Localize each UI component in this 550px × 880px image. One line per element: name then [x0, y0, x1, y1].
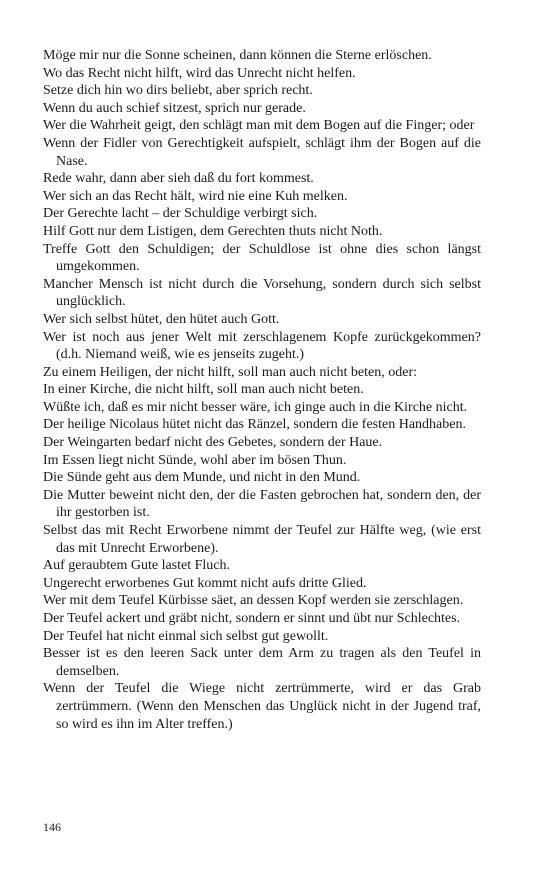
- proverb-line: Wer ist noch aus jener Welt mit zerschlagenem Kopfe zurückgekommen? (d.h. Niemand weiß, wie es jenseits zugeht.): [43, 329, 481, 363]
- proverb-line: Der Gerechte lacht – der Schuldige verbirgt sich.: [43, 206, 318, 222]
- proverb-line: In einer Kirche, die nicht hilft, soll man auch nicht beten.: [43, 382, 364, 398]
- proverb-line: Wer sich selbst hütet, den hütet auch Gott.: [43, 311, 280, 327]
- page-number: 146: [43, 820, 61, 834]
- proverb-line: Auf geraubtem Gute lastet Fluch.: [43, 558, 231, 574]
- proverb-line: Der heilige Nicolaus hütet nicht das Ränzel, sondern die festen Handhaben.: [43, 417, 466, 433]
- proverb-line: Hilf Gott nur dem Listigen, dem Gerechten thuts nicht Noth.: [43, 223, 383, 239]
- proverb-line: Zu einem Heiligen, der nicht hilft, soll man auch nicht beten, oder:: [43, 364, 418, 380]
- proverb-line: Der Teufel ackert und gräbt nicht, sondern er sinnt und übt nur Schlechtes.: [43, 611, 461, 626]
- proverb-line: Wo das Recht nicht hilft, wird das Unrecht nicht helfen.: [43, 65, 356, 81]
- proverb-line: Im Essen liegt nicht Sünde, wohl aber im bösen Thun.: [43, 452, 347, 468]
- proverb-line: Mancher Mensch ist nicht durch die Vorsehung, sondern durch sich selbst unglücklich.: [43, 276, 481, 310]
- proverb-line: Möge mir nur die Sonne scheinen, dann können die Sterne erlöschen.: [43, 48, 432, 63]
- proverb-line: Wer die Wahrheit geigt, den schlägt man mit dem Bogen auf die Finger; oder: [43, 118, 475, 134]
- proverb-line: Die Sünde geht aus dem Munde, und nicht in den Mund.: [43, 470, 361, 486]
- proverb-line: Selbst das mit Recht Erworbene nimmt der Teufel zur Hälfte weg, (wie erst das mit Unrecht Erworbene).: [43, 523, 481, 556]
- proverb-line: Die Mutter beweint nicht den, der die Fasten gebrochen hat, sondern den, der ihr gestorben ist.: [43, 487, 481, 521]
- proverb-line: Wer sich an das Recht hält, wird nie eine Kuh melken.: [43, 188, 348, 204]
- proverb-line: Wenn du auch schief sitzest, sprich nur gerade.: [43, 100, 306, 116]
- proverb-line: Der Weingarten bedarf nicht des Gebetes, sondern der Haue.: [43, 435, 383, 451]
- proverb-line: Besser ist es den leeren Sack unter dem Arm zu tragen als den Teufel in demselben.: [43, 646, 481, 679]
- proverb-list: [43, 47, 481, 733]
- proverb-line: Wenn der Fidler von Gerechtigkeit aufspielt, schlägt ihm der Bogen auf die Nase.: [43, 135, 481, 169]
- proverb-line: Rede wahr, dann aber sieh daß du fort kommest.: [43, 171, 314, 187]
- proverb-line: Wer mit dem Teufel Kürbisse säet, an dessen Kopf werden sie zerschlagen.: [43, 593, 464, 609]
- proverb-line: Wenn der Teufel die Wiege nicht zertrümmerte, wird er das Grab zertrümmern. (Wenn den Menschen das Unglück nicht in der Jugend traf, so wird es ihn im Alter treffen.): [43, 681, 481, 732]
- proverb-line: Treffe Gott den Schuldigen; der Schuldlose ist ohne dies schon längst umgekommen.: [43, 241, 481, 275]
- proverb-line: Setze dich hin wo dirs beliebt, aber sprich recht.: [43, 83, 313, 99]
- proverb-line: Der Teufel hat nicht einmal sich selbst gut gewollt.: [43, 628, 329, 644]
- proverb-line: Ungerecht erworbenes Gut kommt nicht aufs dritte Glied.: [43, 575, 367, 591]
- proverb-line: Wüßte ich, daß es mir nicht besser wäre, ich ginge auch in die Kirche nicht.: [43, 399, 468, 415]
